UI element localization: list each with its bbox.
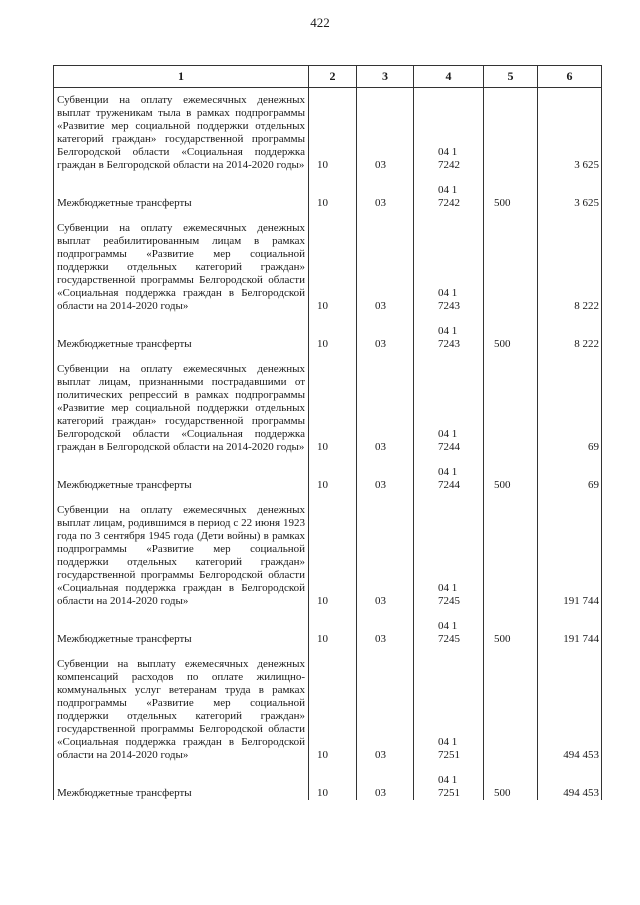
row-subsection: 03: [357, 454, 414, 492]
table-row: [54, 762, 602, 800]
row-amount: 191 744: [538, 608, 602, 646]
row-name: Субвенции на оплату ежемесячных денежных выплат лицам, родившимся в период с 22 июня 1923 года по 3 сентября 1945 года (Дети войны) в рамках подпрограммы «Развитие мер социальной поддержки отдельных категорий граждан» государственной программы Белгородской области «Социальная поддержка граждан в Белгородской области на 2014-2020 годы»: [54, 492, 309, 608]
row-target-code: 04 1 7244: [414, 454, 484, 492]
row-target-code: 04 1 7242: [414, 172, 484, 210]
row-section: 10: [309, 608, 357, 646]
table-row: [54, 351, 602, 454]
row-target-code: 04 1 7244: [414, 351, 484, 454]
row-name: Межбюджетные трансферты: [54, 762, 309, 800]
table-row: [54, 172, 602, 210]
table-row: [54, 646, 602, 762]
row-section: 10: [309, 646, 357, 762]
row-expense-type: 500: [484, 762, 538, 800]
row-target-code: 04 1 7251: [414, 762, 484, 800]
row-section: 10: [309, 88, 357, 173]
row-target-code: 04 1 7251: [414, 646, 484, 762]
table-header-row: [54, 66, 602, 88]
row-expense-type: 500: [484, 454, 538, 492]
header-col-6: 6: [538, 66, 602, 88]
row-name: Межбюджетные трансферты: [54, 608, 309, 646]
table-row: [54, 492, 602, 608]
row-name: Межбюджетные трансферты: [54, 172, 309, 210]
row-subsection: 03: [357, 762, 414, 800]
row-section: 10: [309, 351, 357, 454]
row-amount: 8 222: [538, 210, 602, 313]
row-amount: 3 625: [538, 88, 602, 173]
row-expense-type: [484, 646, 538, 762]
row-expense-type: 500: [484, 172, 538, 210]
row-section: 10: [309, 454, 357, 492]
row-name: Субвенции на выплату ежемесячных денежных компенсаций расходов по оплате жилищно-коммунальных услуг ветеранам труда в рамках подпрограммы «Развитие мер социальной поддержки отдельных категорий граждан» государственной программы Белгородской области «Социальная поддержка граждан в Белгородской области на 2014-2020 годы»: [54, 646, 309, 762]
row-target-code: 04 1 7242: [414, 88, 484, 173]
row-amount: 69: [538, 351, 602, 454]
table-row: [54, 313, 602, 351]
row-amount: 494 453: [538, 646, 602, 762]
row-section: 10: [309, 762, 357, 800]
row-subsection: 03: [357, 646, 414, 762]
row-expense-type: [484, 351, 538, 454]
header-col-1: 1: [54, 66, 309, 88]
row-target-code: 04 1 7243: [414, 313, 484, 351]
table-row: [54, 608, 602, 646]
table-row: [54, 88, 602, 173]
row-expense-type: [484, 492, 538, 608]
row-section: 10: [309, 313, 357, 351]
row-subsection: 03: [357, 313, 414, 351]
row-name: Субвенции на оплату ежемесячных денежных выплат лицам, признанными пострадавшими от политических репрессий в рамках подпрограммы «Развитие мер социальной поддержки отдельных категорий граждан» государственной программы Белгородской области «Социальная поддержка граждан в Белгородской области на 2014-2020 годы»: [54, 351, 309, 454]
row-target-code: 04 1 7243: [414, 210, 484, 313]
row-subsection: 03: [357, 210, 414, 313]
table-row: [54, 454, 602, 492]
row-section: 10: [309, 172, 357, 210]
header-col-2: 2: [309, 66, 357, 88]
row-name: Межбюджетные трансферты: [54, 313, 309, 351]
row-subsection: 03: [357, 608, 414, 646]
row-expense-type: [484, 88, 538, 173]
row-amount: 8 222: [538, 313, 602, 351]
row-amount: 3 625: [538, 172, 602, 210]
row-expense-type: 500: [484, 608, 538, 646]
row-subsection: 03: [357, 351, 414, 454]
row-amount: 191 744: [538, 492, 602, 608]
row-name: Субвенции на оплату ежемесячных денежных выплат труженикам тыла в рамках подпрограммы «Развитие мер социальной поддержки отдельных категорий граждан» государственной программы Белгородской области «Социальная поддержка граждан в Белгородской области на 2014-2020 годы»: [54, 88, 309, 173]
row-section: 10: [309, 492, 357, 608]
page-number: 422: [310, 15, 330, 30]
row-target-code: 04 1 7245: [414, 608, 484, 646]
row-subsection: 03: [357, 88, 414, 173]
row-name: Межбюджетные трансферты: [54, 454, 309, 492]
row-amount: 69: [538, 454, 602, 492]
table-row: [54, 210, 602, 313]
header-col-3: 3: [357, 66, 414, 88]
row-subsection: 03: [357, 492, 414, 608]
row-target-code: 04 1 7245: [414, 492, 484, 608]
header-col-4: 4: [414, 66, 484, 88]
row-section: 10: [309, 210, 357, 313]
row-name: Субвенции на оплату ежемесячных денежных выплат реабилитированным лицам в рамках подпрограммы «Развитие мер социальной поддержки отдельных категорий граждан» государственной программы Белгородской области «Социальная поддержка граждан в Белгородской области на 2014-2020 годы»: [54, 210, 309, 313]
budget-table: [53, 65, 602, 800]
row-amount: 494 453: [538, 762, 602, 800]
row-subsection: 03: [357, 172, 414, 210]
row-expense-type: 500: [484, 313, 538, 351]
header-col-5: 5: [484, 66, 538, 88]
row-expense-type: [484, 210, 538, 313]
